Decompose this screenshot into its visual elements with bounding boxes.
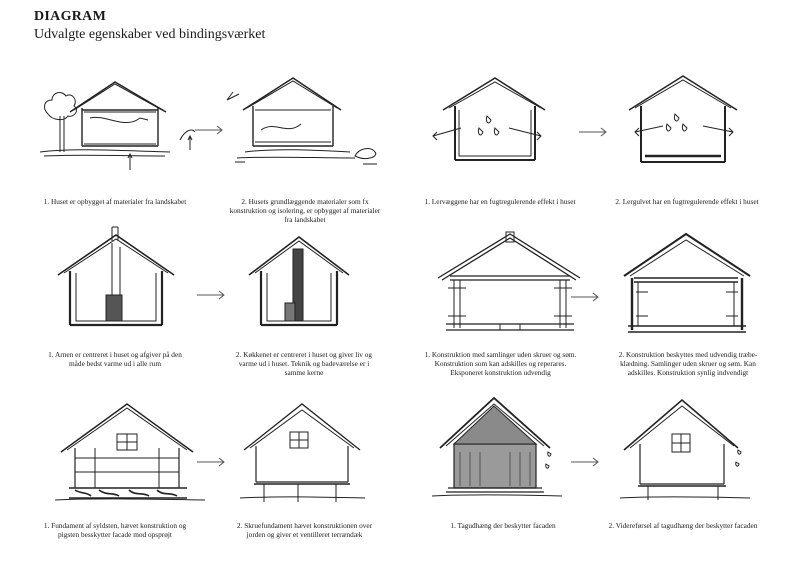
arrow-right-icon bbox=[570, 292, 600, 302]
water-drop-icon bbox=[478, 116, 499, 135]
arrow-right-icon bbox=[578, 127, 608, 137]
house-sketch-materials bbox=[215, 70, 385, 170]
arrow-right-icon bbox=[196, 290, 226, 300]
caption-r1c4: 2. Lergulvet har en fugtregulerende effekt i huset bbox=[615, 197, 759, 206]
house-sketch-kitchen-core bbox=[245, 225, 355, 335]
water-drop-icon bbox=[546, 452, 551, 468]
house-sketch-cladded-frame bbox=[618, 228, 758, 338]
page-title: DIAGRAM bbox=[34, 9, 107, 24]
house-sketch-stone-foundation bbox=[55, 398, 205, 508]
house-sketch-roof-overhang bbox=[432, 392, 562, 507]
caption-r1c1: 1. Huset er opbygget af materialer fra landskabet bbox=[43, 197, 187, 206]
caption-r2c2: 2. Køkkenet er centreret i huset og giver liv og varme ud i huset. Teknik og badeværelse er i samme kerne bbox=[235, 350, 373, 377]
caption-r1c2: 2. Husets grundlæggende materialer som fx konstruktion og isolering, er opbygget af materialer fra landskabet bbox=[229, 197, 381, 224]
caption-r2c3: 1. Konstruktion med samlinger uden skruer og søm. Konstruktion som kan adskilles og reperares. Eksponeret konstruktion udvendig bbox=[424, 350, 577, 377]
caption-r2c1: 1. Arnen er centreret i huset og afgiver på den måde bedst varme ud i alle rum bbox=[48, 350, 182, 368]
house-sketch-clay-floor bbox=[615, 70, 755, 170]
house-sketch-landscape bbox=[30, 70, 205, 170]
caption-r3c3: 1. Tagudhæng der beskytter facaden bbox=[450, 521, 556, 530]
water-drop-icon bbox=[736, 450, 741, 466]
water-drop-icon bbox=[666, 114, 687, 131]
house-sketch-continued-overhang bbox=[620, 392, 750, 507]
house-sketch-clay-walls bbox=[425, 70, 565, 170]
caption-r3c1: 1. Fundament af syldsten, hævet konstruktion og pigsten besskytter facade mod opsprøjt bbox=[43, 521, 187, 539]
house-sketch-hearth bbox=[50, 225, 180, 335]
caption-r3c2: 2. Skruefundament hævet konstruktionen over jorden og giver et ventilleret terrændæk bbox=[236, 521, 373, 539]
tree-icon bbox=[45, 93, 77, 120]
caption-r1c3: 1. Lervæggene har en fugtregulerende effekt i huset bbox=[424, 197, 576, 206]
arrow-right-icon bbox=[194, 125, 224, 135]
caption-r3c4: 2. Videreførsel af tagudhæng der beskytter facaden bbox=[608, 521, 758, 530]
arrow-right-icon bbox=[570, 457, 600, 467]
house-sketch-exposed-frame bbox=[430, 228, 590, 338]
page-subtitle: Udvalgte egenskaber ved bindingsværket bbox=[34, 27, 266, 42]
arrow-right-icon bbox=[196, 457, 226, 467]
house-sketch-screw-foundation bbox=[240, 398, 365, 508]
caption-r2c4: 2. Konstruktion beskyttes med udvendig træbe-klædning. Samlinger uden skruer og søm. Kan adskilles. Konstruktion synlig indvendigt bbox=[618, 350, 758, 377]
